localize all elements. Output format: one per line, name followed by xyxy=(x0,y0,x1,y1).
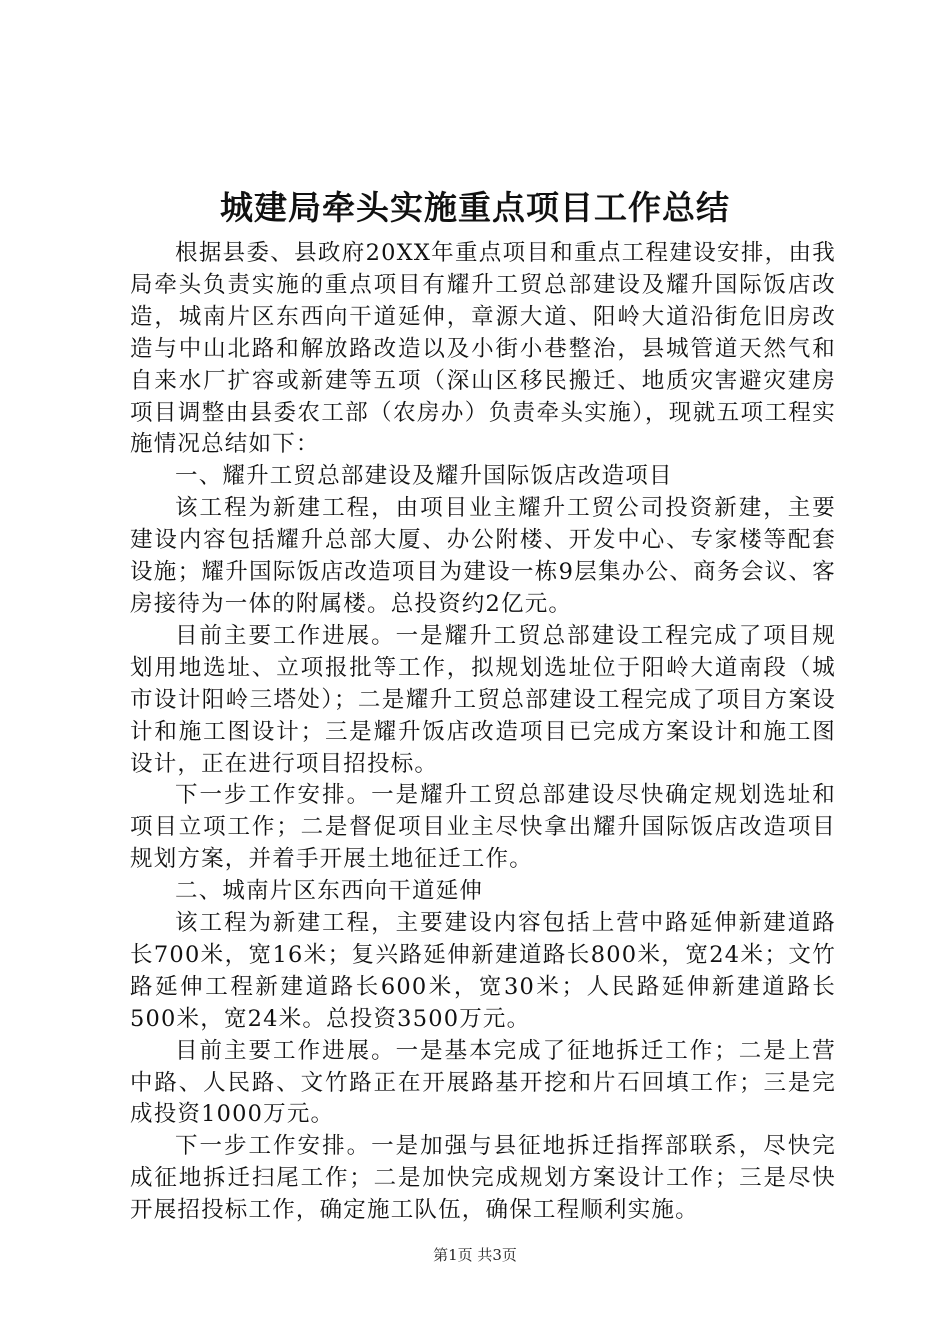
paragraph-project-1-overview: 该工程为新建工程，由项目业主耀升工贸公司投资新建，主要建设内容包括耀升总部大厦、办公附楼、开发中心、专家楼等配套设施；耀升国际饭店改造项目为建设一栋9层集办公、商务会议、客房接待为一体的附属楼。总投资约2亿元。 xyxy=(130,495,836,617)
document-body xyxy=(130,238,836,1227)
paragraph-project-1-progress: 目前主要工作进展。一是耀升工贸总部建设工程完成了项目规划用地选址、立项报批等工作，拟规划选址位于阳岭大道南段（城市设计阳岭三塔处）；二是耀升工贸总部建设工程完成了项目方案设计和施工图设计；三是耀升饭店改造项目已完成方案设计和施工图设计，正在进行项目招投标。 xyxy=(130,622,836,777)
document-title: 城建局牵头实施重点项目工作总结 xyxy=(220,188,730,227)
section-heading-2: 二、城南片区东西向干道延伸 xyxy=(175,878,484,905)
paragraph-project-1-next-steps: 下一步工作安排。一是耀升工贸总部建设尽快确定规划选址和项目立项工作；二是督促项目业主尽快拿出耀升国际饭店改造项目规划方案，并着手开展土地征迁工作。 xyxy=(130,782,836,873)
paragraph-project-2-progress: 目前主要工作进展。一是基本完成了征地拆迁工作；二是上营中路、人民路、文竹路正在开展路基开挖和片石回填工作；三是完成投资1000万元。 xyxy=(130,1037,836,1128)
paragraph-project-2-overview: 该工程为新建工程，主要建设内容包括上营中路延伸新建道路长700米，宽16米；复兴路延伸新建道路长800米，宽24米；文竹路延伸工程新建道路长600米，宽30米；人民路延伸新建道路长500米，宽24米。总投资3500万元。 xyxy=(130,910,836,1032)
page-number-footer: 第1页 共3页 xyxy=(433,1246,517,1264)
paragraph-intro: 根据县委、县政府20XX年重点项目和重点工程建设安排，由我局牵头负责实施的重点项目有耀升工贸总部建设及耀升国际饭店改造，城南片区东西向干道延伸，章源大道、阳岭大道沿街危旧房改造与中山北路和解放路改造以及小街小巷整治，县城管道天然气和自来水厂扩容或新建等五项（深山区移民搬迁、地质灾害避灾建房项目调整由县委农工部（农房办）负责牵头实施），现就五项工程实施情况总结如下： xyxy=(130,240,836,458)
section-heading-1: 一、耀升工贸总部建设及耀升国际饭店改造项目 xyxy=(175,463,673,490)
paragraph-project-2-next-steps: 下一步工作安排。一是加强与县征地拆迁指挥部联系，尽快完成征地拆迁扫尾工作；二是加快完成规划方案设计工作；三是尽快开展招投标工作，确定施工队伍，确保工程顺利实施。 xyxy=(130,1133,836,1224)
